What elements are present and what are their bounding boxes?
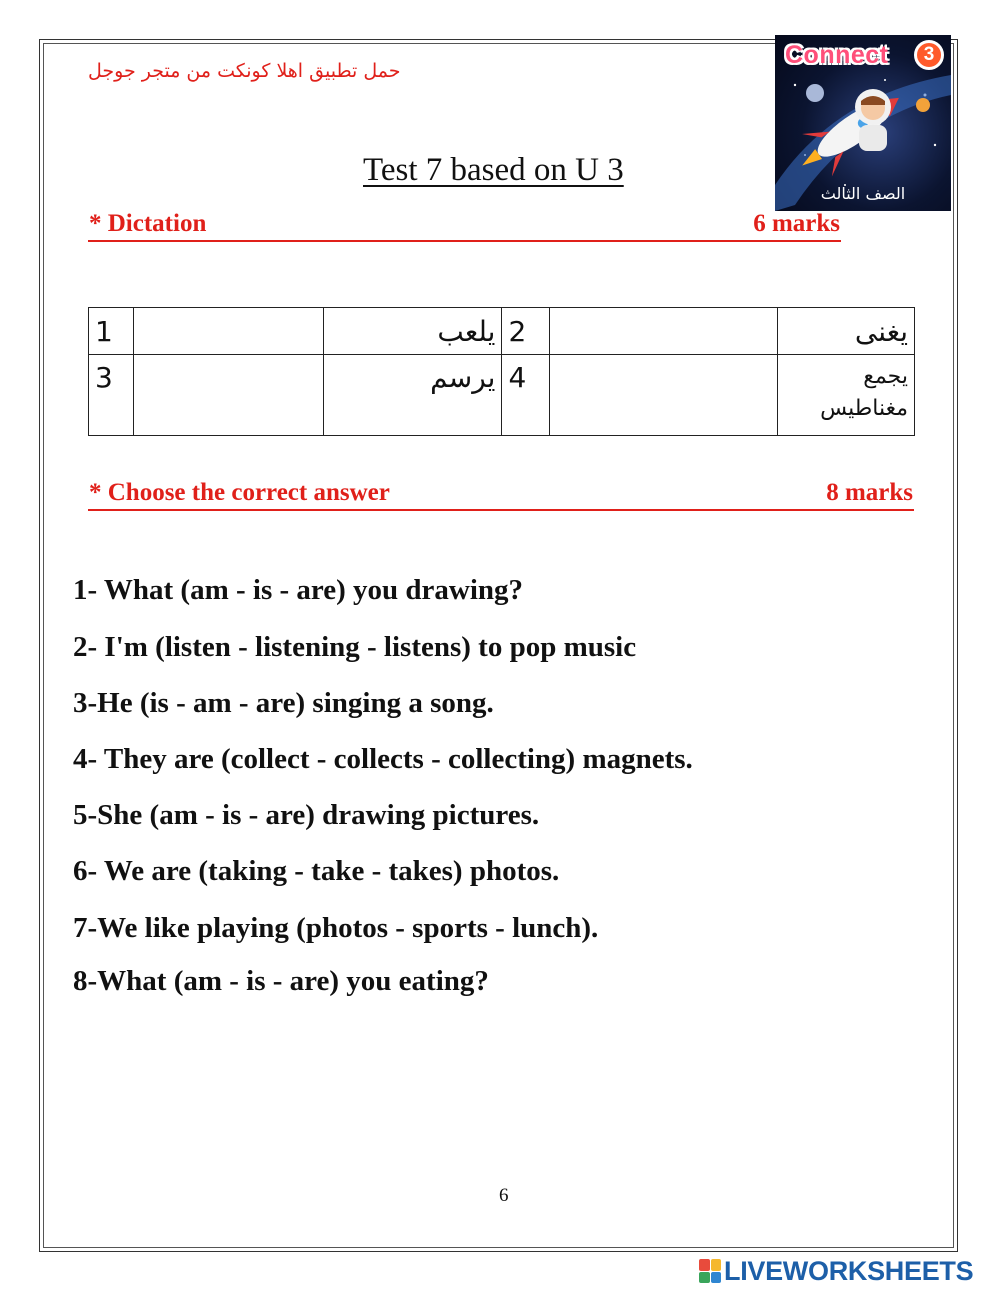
question-item[interactable]: 6- We are (taking - take - takes) photos. bbox=[73, 855, 560, 887]
choose-header bbox=[88, 479, 914, 511]
question-item[interactable]: 7-We like playing (photos - sports - lunch). bbox=[73, 912, 599, 944]
dictation-table bbox=[88, 307, 915, 436]
question-item[interactable]: 4- They are (collect - collects - collecting) magnets. bbox=[73, 743, 693, 775]
app-download-note: حمل تطبيق اهلا كونكت من متجر جوجل bbox=[88, 60, 401, 82]
connect-logo bbox=[775, 35, 951, 211]
dictation-label: * Dictation bbox=[89, 210, 207, 237]
question-item[interactable]: 8-What (am - is - are) you eating? bbox=[73, 965, 489, 997]
liveworksheets-logo-icon bbox=[699, 1259, 721, 1283]
item-number: 3 bbox=[89, 355, 134, 436]
table-row bbox=[89, 355, 915, 436]
arabic-word: يغنى bbox=[778, 308, 915, 355]
question-item[interactable]: 5-She (am - is - are) drawing pictures. bbox=[73, 799, 540, 831]
table-row bbox=[89, 308, 915, 355]
item-number: 1 bbox=[89, 308, 134, 355]
page-number: 6 bbox=[499, 1185, 509, 1206]
choose-marks: 8 marks bbox=[826, 479, 913, 506]
logo-badge: 3 bbox=[914, 40, 944, 70]
page-title: Test 7 based on U 3 bbox=[363, 152, 624, 188]
item-number: 2 bbox=[502, 308, 550, 355]
liveworksheets-brand[interactable] bbox=[699, 1256, 973, 1286]
choose-label: * Choose the correct answer bbox=[89, 479, 390, 506]
logo-title: Connect bbox=[785, 41, 889, 69]
answer-cell[interactable] bbox=[133, 355, 323, 436]
logo-subtitle: الصف الثالث bbox=[820, 184, 906, 203]
question-item[interactable]: 2- I'm (listen - listening - listens) to pop music bbox=[73, 631, 637, 663]
arabic-word: يلعب bbox=[323, 308, 502, 355]
brand-text: LIVEWORKSHEETS bbox=[724, 1255, 974, 1286]
dictation-marks: 6 marks bbox=[753, 210, 840, 237]
item-number: 4 bbox=[502, 355, 550, 436]
question-item[interactable]: 1- What (am - is - are) you drawing? bbox=[73, 574, 524, 606]
arabic-word: يرسم bbox=[323, 355, 502, 436]
dictation-header bbox=[88, 210, 841, 242]
arabic-word: يجمع مغناطيس bbox=[778, 355, 915, 436]
answer-cell[interactable] bbox=[550, 308, 778, 355]
question-item[interactable]: 3-He (is - am - are) singing a song. bbox=[73, 687, 494, 719]
answer-cell[interactable] bbox=[550, 355, 778, 436]
answer-cell[interactable] bbox=[133, 308, 323, 355]
